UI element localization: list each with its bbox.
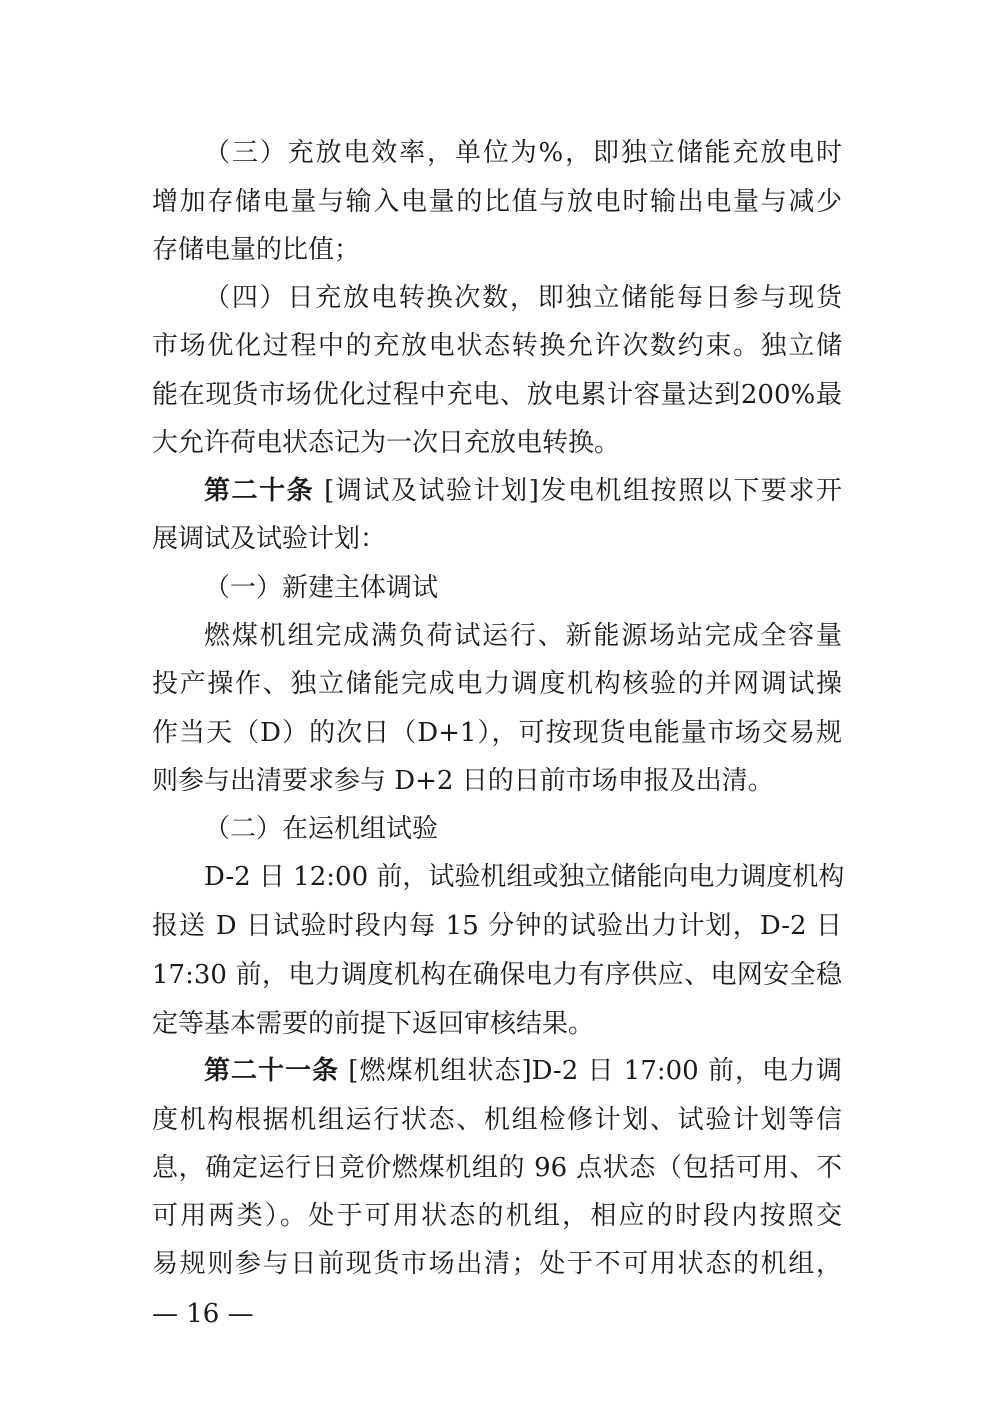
paragraph-line: 可用两类）。处于可用状态的机组，相应的时段内按照交	[152, 1201, 842, 1231]
paragraph-line: 增加存储电量与输入电量的比值与放电时输出电量与减少	[152, 187, 842, 217]
paragraph-line: 投产操作、独立储能完成电力调度机构核验的并网调试操	[152, 669, 842, 699]
paragraph-line: 大允许荷电状态记为一次日充放电转换。	[152, 428, 621, 458]
paragraph-line: 市场优化过程中的充放电状态转换允许次数约束。独立储	[152, 331, 842, 361]
article-20-title: 第二十条	[204, 476, 315, 506]
paragraph-line: 报送 D 日试验时段内每 15 分钟的试验出力计划，D-2 日	[152, 911, 842, 941]
paragraph-line: 作当天（D）的次日（D+1），可按现货电能量市场交易规	[152, 718, 842, 748]
paragraph-line: 定等基本需要的前提下返回审核结果。	[152, 1009, 595, 1039]
section-heading: （一）新建主体调试	[204, 573, 439, 603]
paragraph-line: （四）日充放电转换次数，即独立储能每日参与现货	[204, 283, 842, 313]
paragraph-line: 17:30 前，电力调度机构在确保电力有序供应、电网安全稳	[152, 960, 842, 990]
article-20-line	[152, 474, 842, 508]
paragraph-line: D-2 日 12:00 前，试验机组或独立储能向电力调度机构	[204, 862, 845, 892]
paragraph-line: 息，确定运行日竞价燃煤机组的 96 点状态（包括可用、不	[152, 1153, 842, 1183]
paragraph-line: 能在现货市场优化过程中充电、放电累计容量达到200%最	[152, 380, 842, 410]
paragraph-line: 存储电量的比值；	[152, 235, 361, 265]
paragraph-line: 易规则参与日前现货市场出清；处于不可用状态的机组，	[152, 1249, 842, 1279]
article-20-text: [调试及试验计划]发电机组按照以下要求开	[324, 476, 842, 506]
paragraph-line: 则参与出清要求参与 D+2 日的日前市场申报及出清。	[152, 766, 774, 796]
page-number: — 16 —	[152, 1299, 254, 1329]
article-21-line	[152, 1054, 842, 1088]
section-heading: （二）在运机组试验	[204, 814, 439, 844]
paragraph-line: （三）充放电效率，单位为%，即独立储能充放电时	[204, 138, 842, 168]
paragraph-line: 燃煤机组完成满负荷试运行、新能源场站完成全容量	[204, 621, 842, 651]
article-21-title: 第二十一条	[204, 1056, 340, 1086]
article-21-text: [燃煤机组状态]D-2 日 17:00 前，电力调	[348, 1056, 842, 1086]
paragraph-line: 展调试及试验计划：	[152, 524, 387, 554]
paragraph-line: 度机构根据机组运行状态、机组检修计划、试验计划等信	[152, 1105, 842, 1135]
